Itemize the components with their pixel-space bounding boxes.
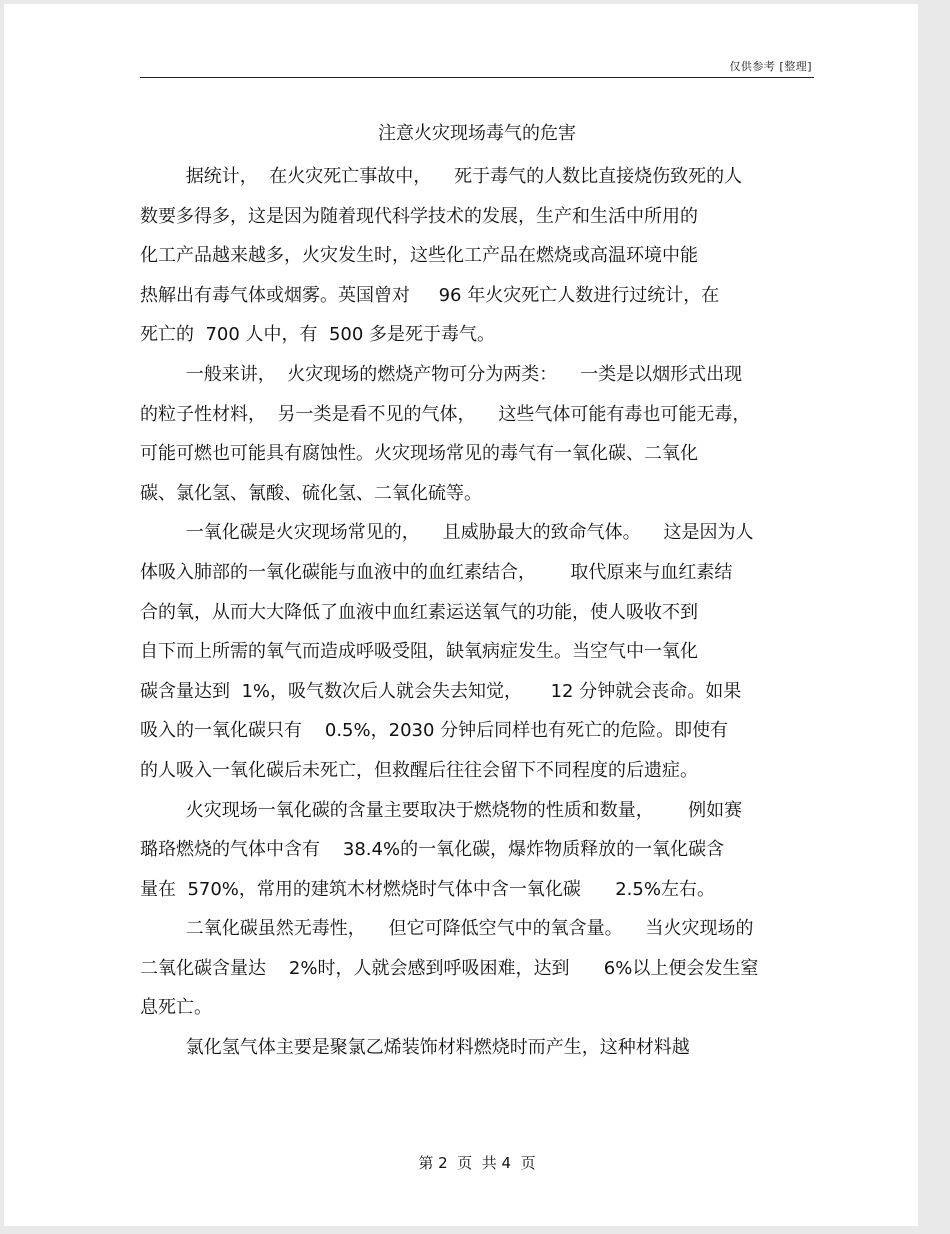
text-line: 息死亡。 [140,997,212,1019]
document-title: 注意火灾现场毒气的危害 [378,123,576,144]
text-line: 量在 570%，常用的建筑木材燃烧时气体中含一氧化碳 2.5%左右。 [140,878,715,900]
text-line: 一氧化碳是火灾现场常见的， 且威胁最大的致命气体。 这是因为人 [140,522,754,544]
text-line: 氯化氢气体主要是聚氯乙烯装饰材料燃烧时而产生，这种材料越 [140,1037,690,1059]
text-line: 据统计， 在火灾死亡事故中， 死于毒气的人数比直接烧伤致死的人 [140,166,743,187]
text-line: 二氧化碳虽然无毒性， 但它可降低空气中的氧含量。 当火灾现场的 [140,918,754,940]
header-divider [140,77,814,78]
page-header: 仅供参考 [整理] [729,60,812,73]
text-line: 的粒子性材料， 另一类是看不见的气体， 这些气体可能有毒也可能无毒， [140,403,751,425]
text-line: 化工产品越来越多，火灾发生时，这些化工产品在燃烧或高温环境中能 [140,245,698,267]
text-line: 碳含量达到 1%，吸气数次后人就会失去知觉， 12 分钟就会丧命。如果 [140,680,742,702]
text-line: 的人吸入一氧化碳后未死亡，但救醒后往往会留下不同程度的后遗症。 [140,759,698,781]
text-line: 璐珞燃烧的气体中含有 38.4%的一氧化碳，爆炸物质释放的一氧化碳含 [140,839,725,861]
document-page [4,4,918,1226]
text-line: 自下而上所需的氧气而造成呼吸受阻，缺氧病症发生。当空气中一氧化 [140,641,698,663]
text-line: 热解出有毒气体或烟雾。英国曾对 96 年火灾死亡人数进行过统计，在 [140,284,720,306]
text-line: 可能可燃也可能具有腐蚀性。火灾现场常见的毒气有一氧化碳、二氧化 [140,443,698,465]
text-line: 死亡的 700 人中，有 500 多是死于毒气。 [140,324,496,346]
text-line: 二氧化碳含量达 2%时，人就会感到呼吸困难，达到 6%以上便会发生窒 [140,957,759,979]
text-line: 合的氧，从而大大降低了血液中血红素运送氧气的功能，使人吸收不到 [140,601,698,623]
text-line: 吸入的一氧化碳只有 0.5%，2030 分钟后同样也有死亡的危险。即使有 [140,720,729,742]
text-line: 碳、氯化氢、氰酸、硫化氢、二氧化硫等。 [140,482,482,504]
page-footer: 第 2 页 共 4 页 [418,1154,536,1172]
text-line: 体吸入肺部的一氧化碳能与血液中的血红素结合， 取代原来与血红素结 [140,561,733,583]
text-line: 一般来讲， 火灾现场的燃烧产物可分为两类： 一类是以烟形式出现 [140,363,743,385]
text-line: 火灾现场一氧化碳的含量主要取决于燃烧物的性质和数量， 例如赛 [140,799,743,821]
text-line: 数要多得多，这是因为随着现代科学技术的发展，生产和生活中所用的 [140,205,698,227]
document-body [140,157,820,1068]
